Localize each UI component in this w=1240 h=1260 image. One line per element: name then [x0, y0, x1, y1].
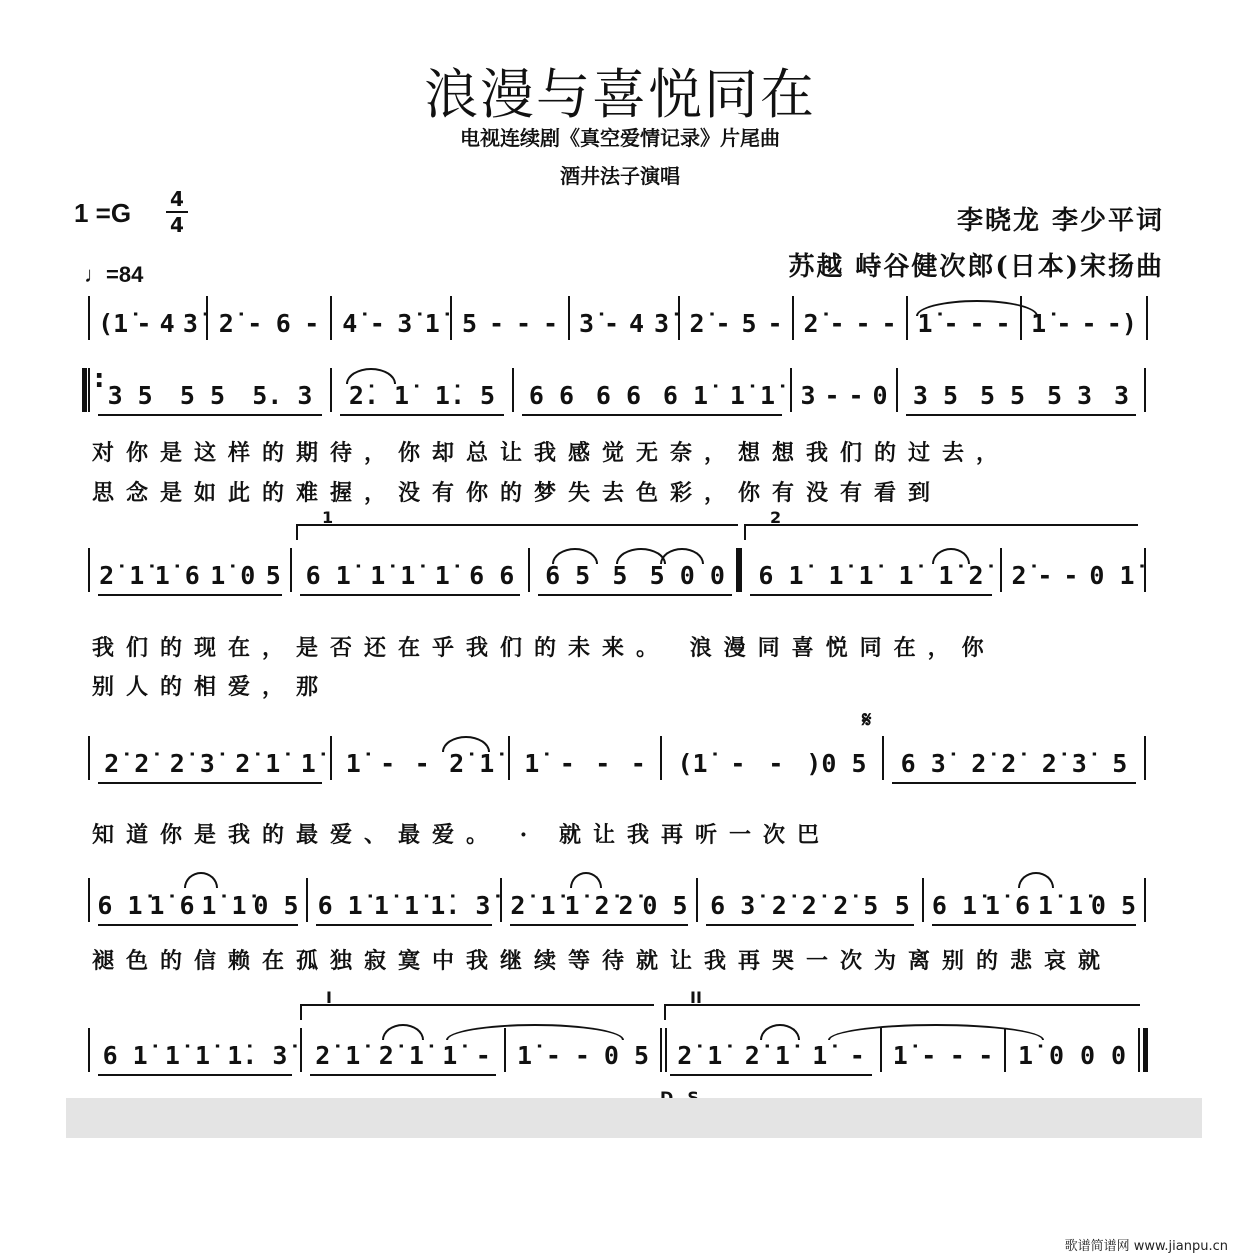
note: 2̇ 1̇ [315, 1041, 361, 1070]
note: 3 5 [107, 381, 153, 410]
barline [696, 878, 698, 922]
tempo-marking: ♩=84 [84, 262, 144, 287]
note: 1̇ 1̇ [828, 561, 874, 590]
watermark: 歌谱简谱网 www.jianpu.cn [1064, 1239, 1228, 1254]
beam-underline [932, 924, 1136, 926]
note: 1̇ 0 [210, 561, 256, 590]
barline [88, 548, 90, 592]
note: - [849, 1041, 865, 1070]
barline [568, 296, 570, 340]
note: 1̇ [442, 1041, 458, 1070]
barline [1144, 736, 1146, 780]
measure [796, 370, 892, 410]
note: 2̇ 1̇ [449, 749, 495, 778]
volta-bracket-first [296, 508, 738, 540]
note: - [949, 1041, 965, 1070]
note: 0 5 [603, 1041, 650, 1070]
barline [300, 1028, 302, 1072]
note: 2̇ [1011, 561, 1027, 590]
barline [206, 296, 208, 340]
note: - [824, 381, 840, 410]
note: - [767, 309, 783, 338]
note: 1̇ [424, 309, 440, 338]
barline [792, 296, 794, 340]
note: 0 5 [642, 891, 688, 920]
barline [790, 368, 792, 412]
lyric-text: 思念是如此的难握，没有你的梦失去色彩，你有没有看到 [92, 480, 943, 506]
note: 1̇. 3̇ [227, 1041, 288, 1070]
measure [666, 738, 878, 778]
barline [1020, 296, 1022, 340]
barline [922, 878, 924, 922]
note: 1̇ [898, 561, 914, 590]
note: 5 [612, 561, 628, 590]
note: 2̇ 2̇ [971, 749, 1017, 778]
measure [456, 298, 564, 338]
note: - [304, 309, 320, 338]
note: 6 [275, 309, 291, 338]
measure [94, 1030, 296, 1070]
barline [88, 736, 90, 780]
note: 6 3̇ [900, 749, 946, 778]
note: - [595, 749, 611, 778]
measure [212, 298, 326, 338]
note: 5 [461, 309, 478, 338]
barline [330, 736, 332, 780]
measure [702, 880, 918, 920]
note: - [1056, 309, 1072, 338]
note: 0 1̇ [1089, 561, 1135, 590]
beam-underline [98, 782, 322, 784]
note: 2̇ 1̇ [677, 1041, 723, 1070]
volta-label: I [326, 988, 332, 1007]
note: 2̇ [803, 309, 819, 338]
note: 6 1̇ [758, 561, 804, 590]
beam-underline [522, 414, 782, 416]
note: 6 1̇ [317, 891, 363, 920]
note: - [488, 309, 505, 338]
barline [660, 1028, 662, 1072]
note: 6 6 [595, 381, 642, 410]
note: - [1037, 561, 1053, 590]
barline [306, 878, 308, 922]
barline [1000, 548, 1002, 592]
note: - [574, 1041, 590, 1070]
measure [94, 298, 202, 338]
barline [528, 548, 530, 592]
note: - [369, 309, 385, 338]
note: - [969, 309, 985, 338]
note: 6 1̇ [102, 1041, 148, 1070]
note: 4̇ [342, 309, 358, 338]
note: - [475, 1041, 491, 1070]
measure [94, 550, 286, 590]
key-signature: 1 =G [74, 198, 132, 228]
barline [330, 296, 332, 340]
note: - [730, 749, 746, 778]
barline [660, 736, 662, 780]
measure [684, 298, 788, 338]
barline [88, 878, 90, 922]
beam-underline [300, 594, 520, 596]
repeat-dots: : [94, 364, 105, 394]
note: 6 6 [528, 381, 575, 410]
note: - [881, 309, 897, 338]
barline [678, 296, 680, 340]
beam-underline [538, 594, 732, 596]
note: - [603, 309, 620, 338]
note: 3 [800, 381, 816, 410]
segno-sign: 𝄋 [862, 708, 872, 733]
note: 0 [1048, 1041, 1065, 1070]
note: 2̇ 3̇ [169, 749, 215, 778]
volta-label: II [690, 988, 702, 1007]
note: 5 3 [1046, 381, 1093, 410]
note: 5 [894, 891, 910, 920]
note: 4 [159, 309, 175, 338]
note: 5 5 [179, 381, 226, 410]
note: - [855, 309, 871, 338]
note: 2̇ 5 [833, 891, 879, 920]
note: 0 5 [253, 891, 299, 920]
time-signature-bottom: 4 [170, 213, 184, 237]
measure [1026, 298, 1142, 338]
measure [312, 880, 496, 920]
measure [94, 738, 326, 778]
volta-bracket-second [664, 988, 1140, 1020]
note: )0 5 [806, 749, 867, 778]
note: - [943, 309, 959, 338]
note: 6 5 [545, 561, 591, 590]
note: 1̇ [892, 1041, 908, 1070]
note: 1̇ [524, 749, 540, 778]
note: 5 5 [979, 381, 1026, 410]
note: - [545, 1041, 561, 1070]
note: 2̇ [218, 309, 234, 338]
note: 6 3̇ [710, 891, 756, 920]
note: 2̇ 2̇ [104, 749, 150, 778]
note: 6 1̇ [662, 381, 709, 410]
note: 2̇ 1̇ [99, 561, 145, 590]
lyric-text: 别人的相爱，那 [92, 674, 331, 700]
note: - [715, 309, 731, 338]
barline [450, 296, 452, 340]
note: 6 6 [469, 561, 515, 590]
footer-band [66, 1098, 1202, 1138]
beam-underline [98, 414, 322, 416]
note: 1̇ [434, 561, 450, 590]
measure [1006, 550, 1140, 590]
note: 1̇ 1̇ [373, 891, 420, 920]
lyricist-credit: 李晓龙 李少平词 [956, 206, 1164, 236]
note: - [136, 309, 152, 338]
note: 2̇ 2̇ [771, 891, 817, 920]
note: 2̇. 1̇ [348, 381, 410, 410]
note: 0 [1110, 1041, 1127, 1070]
note: (1̇ [677, 749, 708, 778]
note: - [1063, 561, 1079, 590]
note: 5 [1112, 749, 1128, 778]
note: - [542, 309, 559, 338]
final-barline [1143, 1028, 1148, 1072]
barline [1144, 368, 1146, 412]
lyric-text: 我们的现在，是否还在乎我们的未来。 浪漫同喜悦同在，你 [92, 635, 996, 661]
note: - [978, 1041, 994, 1070]
note: 2̇ 3̇ [1041, 749, 1087, 778]
barline [1144, 878, 1146, 922]
measure [798, 298, 902, 338]
song-subtitle: 电视连续剧《真空爱情记录》片尾曲 [460, 126, 780, 150]
beam-underline [310, 1074, 496, 1076]
note: - [414, 749, 430, 778]
note: 1̇ [1031, 309, 1047, 338]
note: - [995, 309, 1011, 338]
lyric-text: 褪色的信赖在孤独寂寞中我继续等待就让我再哭一次为离别的悲哀就 [92, 948, 1113, 974]
note: 1̇ 1̇ [164, 1041, 211, 1070]
note: - [768, 749, 784, 778]
note: (1̇ [98, 309, 129, 338]
measure [296, 550, 524, 590]
note: -) [1106, 309, 1137, 338]
note: - [515, 309, 532, 338]
note: 1̇ 1̇ [1037, 891, 1084, 920]
measure [94, 370, 326, 410]
barline [290, 548, 292, 592]
note: 2̇ [689, 309, 705, 338]
note: 2̇ 1̇ [744, 1041, 790, 1070]
note: 6 1̇ [305, 561, 351, 590]
note: 1̇ 1̇ [201, 891, 247, 920]
note: 1̇ 6 [149, 891, 195, 920]
note: 1̇ [516, 1041, 533, 1070]
note: 3 5 [912, 381, 959, 410]
note: 0 [1079, 1041, 1096, 1070]
repeat-end-barline [736, 548, 741, 592]
note: - [559, 749, 575, 778]
volta-label: 1 [322, 508, 334, 527]
barline [508, 736, 510, 780]
measure [518, 370, 786, 410]
note: 1̇ 2̇ [564, 891, 610, 920]
note: - [848, 381, 864, 410]
note: 1̇ 6 [154, 561, 200, 590]
note: 1̇ [300, 749, 316, 778]
barline [896, 368, 898, 412]
lyric-text: 知道你是我的最爱、最爱。 · 就让我再听一次巴 [92, 822, 831, 848]
repeat-start-barline [82, 368, 87, 412]
note: 2̇ [618, 891, 634, 920]
note: - [1081, 309, 1097, 338]
beam-underline [98, 594, 282, 596]
note: - [247, 309, 263, 338]
barline [330, 368, 332, 412]
beam-underline [316, 924, 492, 926]
composer-credit: 苏越 峙谷健次郎(日本)宋扬曲 [788, 252, 1164, 282]
note: 1̇. 3̇ [430, 891, 491, 920]
measure [514, 738, 656, 778]
beam-underline [340, 414, 504, 416]
note: 4 [628, 309, 645, 338]
note: 1̇ 1̇ [370, 561, 416, 590]
song-title: 浪漫与喜悦同在 [424, 63, 816, 126]
note: 2̇ 1̇ [235, 749, 281, 778]
barline [88, 296, 90, 340]
note: 3̇ [397, 309, 413, 338]
barline [512, 368, 514, 412]
measure [336, 298, 446, 338]
note: 3̇ [578, 309, 595, 338]
note: 1̇ [917, 309, 933, 338]
barline [1146, 296, 1148, 340]
beam-underline [98, 924, 298, 926]
note: 0 [872, 381, 888, 410]
barline [500, 878, 502, 922]
beam-underline [750, 594, 992, 596]
note: 1̇ 6 [984, 891, 1031, 920]
note: 1̇ 1̇ [729, 381, 776, 410]
singer-credit: 酒井法子演唱 [560, 164, 680, 188]
note: - [630, 749, 646, 778]
note: 1̇ 2̇ [938, 561, 984, 590]
note: 1̇ [345, 749, 361, 778]
beam-underline [98, 1074, 292, 1076]
note: 6 1̇ [97, 891, 143, 920]
time-signature [166, 188, 188, 236]
barline [906, 296, 908, 340]
beam-underline [892, 782, 1136, 784]
note: 3 [1113, 381, 1130, 410]
volta-bracket-first [300, 988, 654, 1020]
note: 5 [265, 561, 281, 590]
note: 0 5 [1090, 891, 1137, 920]
note: 3̇ [182, 309, 198, 338]
note: 3̇ [653, 309, 670, 338]
barline [88, 368, 90, 412]
note: - [829, 309, 845, 338]
note: 5 0 0 [649, 561, 725, 590]
beam-underline [670, 1074, 872, 1076]
volta-label: 2 [770, 508, 782, 527]
note: 1̇ [1017, 1041, 1034, 1070]
note: 6 1̇ [931, 891, 978, 920]
measure [888, 738, 1140, 778]
barline [1144, 548, 1146, 592]
barline [1138, 1028, 1140, 1072]
note: - [921, 1041, 937, 1070]
note: 2̇ 1̇ [378, 1041, 424, 1070]
note: 5. 3 [252, 381, 313, 410]
beam-underline [906, 414, 1136, 416]
measure [902, 370, 1140, 410]
note: 1̇. 5 [434, 381, 496, 410]
measure [574, 298, 674, 338]
time-signature-top: 4 [170, 187, 184, 211]
beam-underline [510, 924, 688, 926]
note: 5 [741, 309, 757, 338]
barline [88, 1028, 90, 1072]
note: - [380, 749, 396, 778]
beam-underline [706, 924, 914, 926]
volta-bracket-second [744, 508, 1138, 540]
note: 2̇ 1̇ [510, 891, 556, 920]
note: 1̇ [812, 1041, 828, 1070]
lyric-text: 对你是这样的期待，你却总让我感觉无奈，想想我们的过去， [92, 440, 1011, 466]
barline [882, 736, 884, 780]
